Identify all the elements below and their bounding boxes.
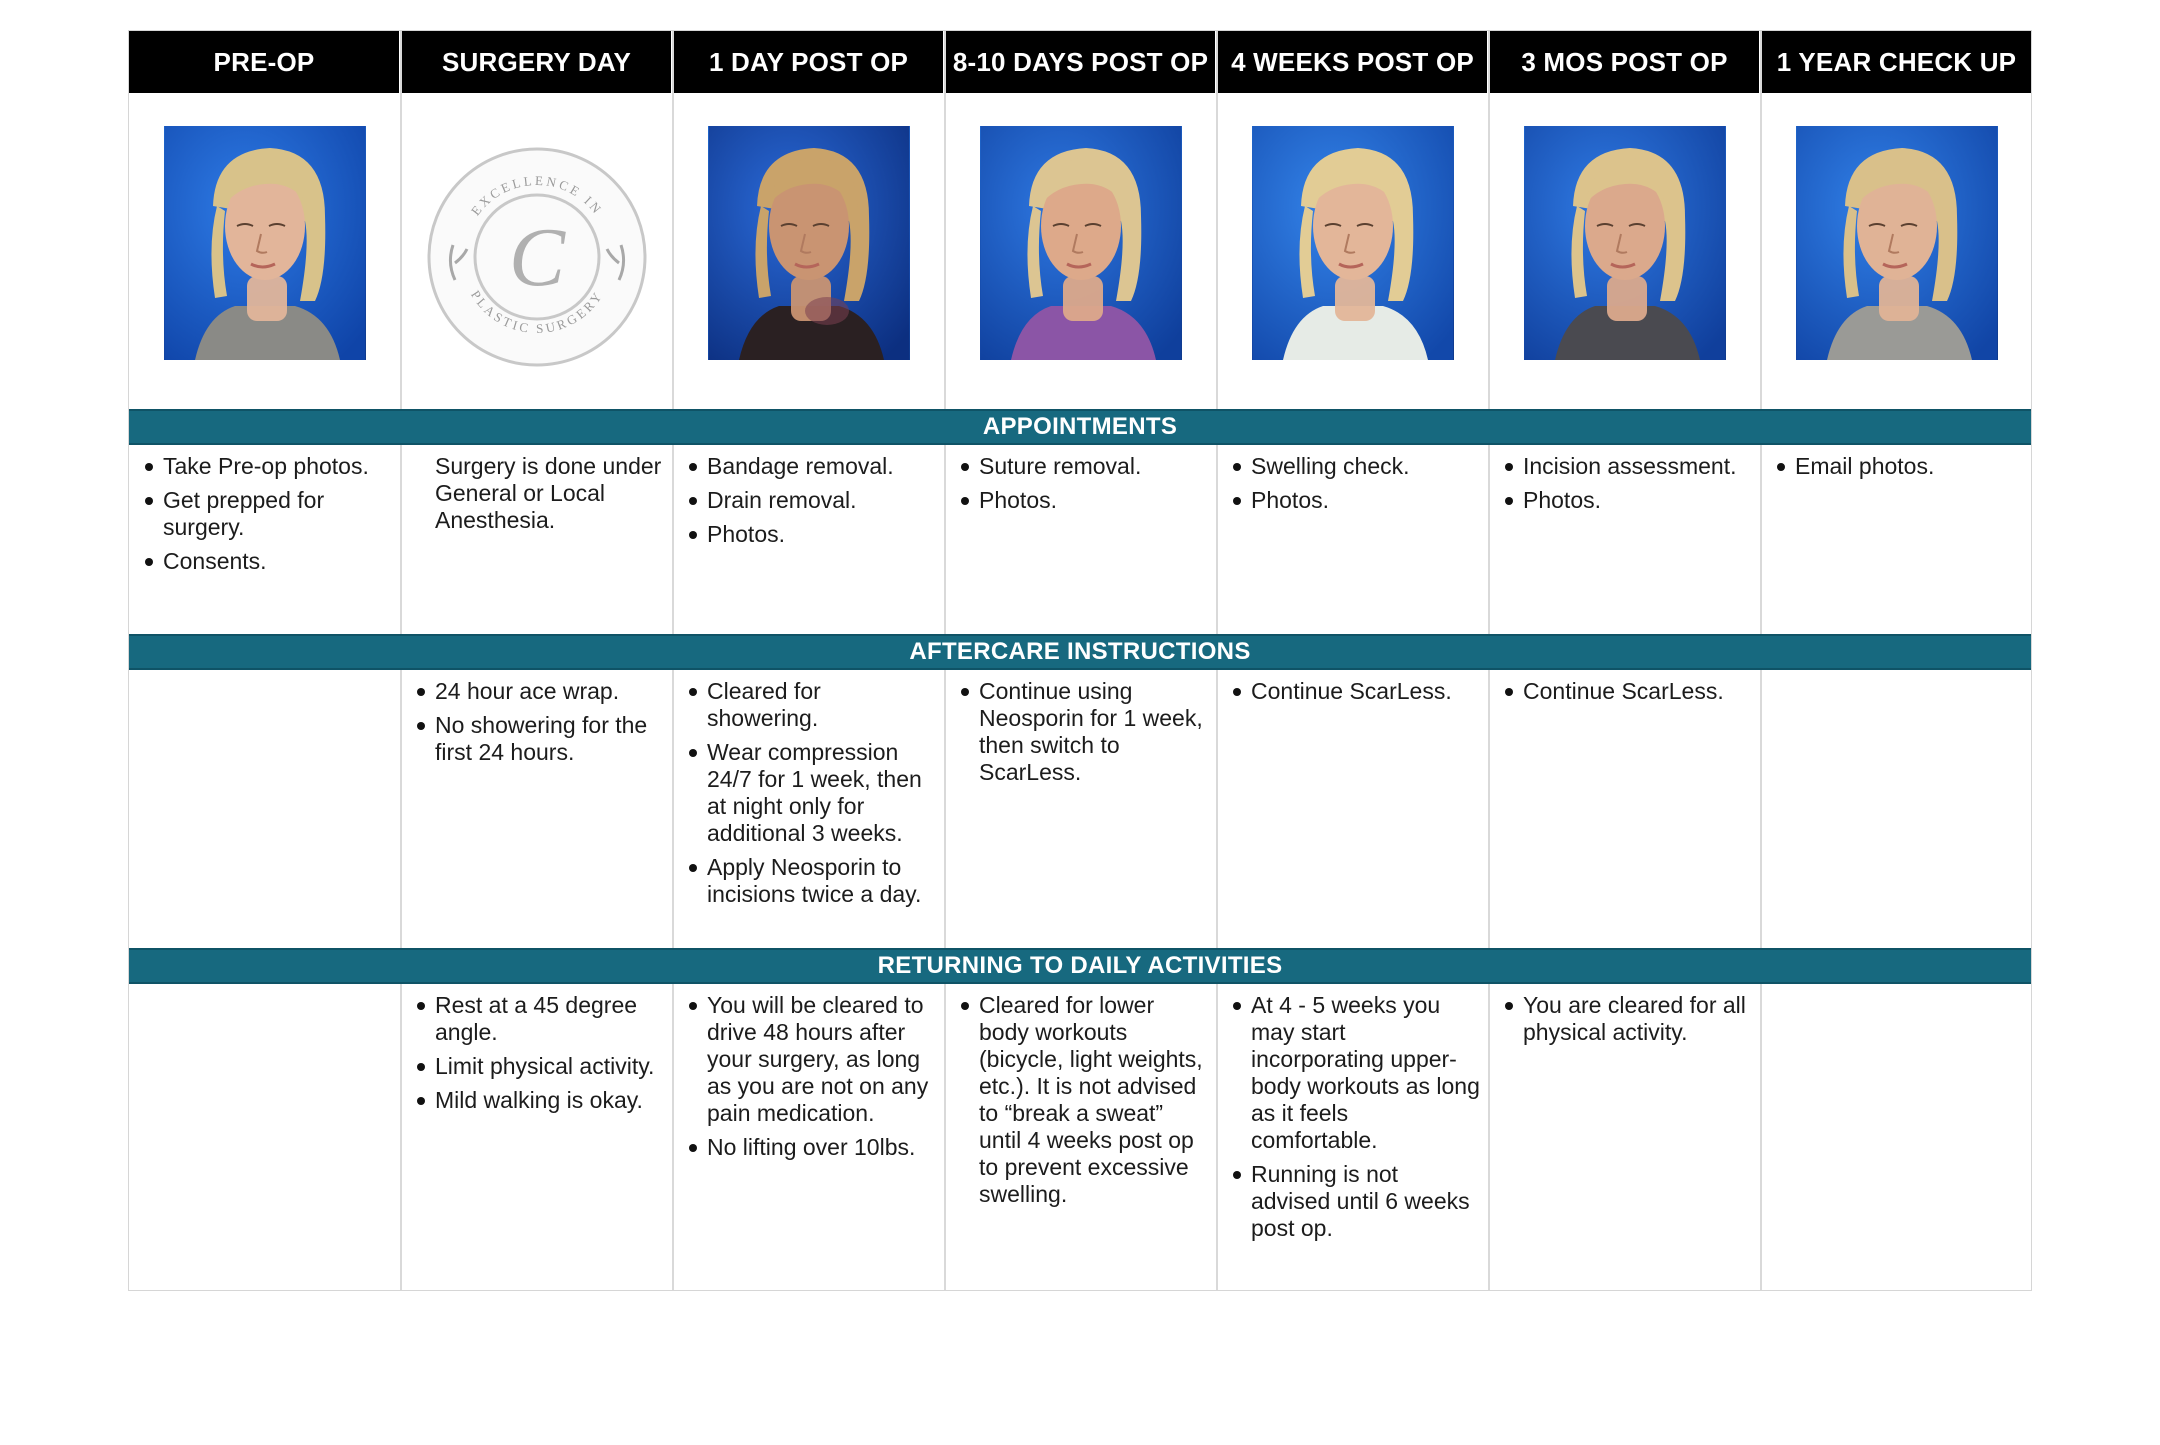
bullet-list xyxy=(1231,992,1481,1242)
photo-3-mos xyxy=(1524,126,1726,360)
list-item: At 4 - 5 weeks you may start incorporating upper-body workouts as long as it feels comfortable. xyxy=(1231,992,1481,1154)
photo-cell xyxy=(1217,93,1489,439)
section-cell xyxy=(401,447,673,634)
column-header: 3 MOS POST OP xyxy=(1490,31,1759,93)
list-item: Wear compression 24/7 for 1 week, then at night only for additional 3 weeks. xyxy=(687,739,937,847)
list-item: Continue ScarLess. xyxy=(1503,678,1753,705)
list-item: Photos. xyxy=(959,487,1209,514)
photo-cell xyxy=(1761,93,2033,439)
photo-cell xyxy=(673,93,945,439)
photo-cell xyxy=(401,93,673,439)
column-header: 8-10 DAYS POST OP xyxy=(946,31,1215,93)
bullet-list xyxy=(1775,453,2025,480)
list-item: Photos. xyxy=(1231,487,1481,514)
list-item: Take Pre-op photos. xyxy=(143,453,393,480)
recovery-timeline-table xyxy=(128,30,2032,1291)
bullet-list xyxy=(687,453,937,548)
list-item: Limit physical activity. xyxy=(415,1053,665,1080)
bullet-list xyxy=(143,453,393,575)
section-cell xyxy=(673,986,945,1292)
section-cell xyxy=(673,672,945,948)
clinic-seal-logo xyxy=(425,145,649,369)
section-cell xyxy=(1217,447,1489,634)
bullet-list xyxy=(1503,453,1753,514)
section-cell xyxy=(401,986,673,1292)
list-item: Photos. xyxy=(1503,487,1753,514)
section-cell xyxy=(945,447,1217,634)
section-band-appointments: APPOINTMENTS xyxy=(129,409,2031,445)
list-item: Mild walking is okay. xyxy=(415,1087,665,1114)
bullet-list xyxy=(959,678,1209,786)
section-cell xyxy=(673,447,945,634)
column-header: 1 YEAR CHECK UP xyxy=(1762,31,2031,93)
svg-text:C: C xyxy=(508,211,566,304)
photo-4-weeks xyxy=(1252,126,1454,360)
bullet-list xyxy=(1503,992,1753,1046)
list-item: You are cleared for all physical activity. xyxy=(1503,992,1753,1046)
bullet-list xyxy=(1231,453,1481,514)
photo-1-year xyxy=(1796,126,1998,360)
bullet-list xyxy=(1231,678,1481,705)
section-cell xyxy=(945,986,1217,1292)
bullet-list xyxy=(687,992,937,1161)
section-cell xyxy=(1217,672,1489,948)
section-cell xyxy=(945,672,1217,948)
list-item: Swelling check. xyxy=(1231,453,1481,480)
list-item: Email photos. xyxy=(1775,453,2025,480)
bullet-list xyxy=(687,678,937,908)
section-cell xyxy=(129,447,401,634)
list-item: You will be cleared to drive 48 hours after your surgery, as long as you are not on any pain medication. xyxy=(687,992,937,1127)
section-band-returning-to-daily-activities: RETURNING TO DAILY ACTIVITIES xyxy=(129,948,2031,984)
section-cell xyxy=(129,672,401,948)
list-item: Running is not advised until 6 weeks post op. xyxy=(1231,1161,1481,1242)
list-item: Bandage removal. xyxy=(687,453,937,480)
svg-text:EXCELLENCE IN: EXCELLENCE IN xyxy=(467,172,607,219)
list-item: Get prepped for surgery. xyxy=(143,487,393,541)
bullet-list xyxy=(415,678,665,766)
bullet-list xyxy=(415,992,665,1114)
photo-cell xyxy=(945,93,1217,439)
column-header: SURGERY DAY xyxy=(402,31,671,93)
section-cell xyxy=(1217,986,1489,1292)
photo-pre-op xyxy=(164,126,366,360)
list-item: Cleared for showering. xyxy=(687,678,937,732)
column-header: 1 DAY POST OP xyxy=(674,31,943,93)
photo-cell xyxy=(1489,93,1761,439)
list-item: Photos. xyxy=(687,521,937,548)
photo-cell xyxy=(129,93,401,439)
section-band-aftercare-instructions: AFTERCARE INSTRUCTIONS xyxy=(129,634,2031,670)
section-cell xyxy=(1761,986,2033,1292)
photo-8-10-days xyxy=(980,126,1182,360)
bullet-list xyxy=(1503,678,1753,705)
list-item: No lifting over 10lbs. xyxy=(687,1134,937,1161)
section-cell xyxy=(129,986,401,1292)
list-item: No showering for the first 24 hours. xyxy=(415,712,665,766)
list-item: Continue using Neosporin for 1 week, then switch to ScarLess. xyxy=(959,678,1209,786)
list-item: Incision assessment. xyxy=(1503,453,1753,480)
list-item: Drain removal. xyxy=(687,487,937,514)
bullet-list xyxy=(959,992,1209,1208)
section-cell xyxy=(1761,672,2033,948)
column-header: PRE-OP xyxy=(129,31,399,93)
section-cell xyxy=(1489,986,1761,1292)
section-cell xyxy=(1489,447,1761,634)
column-header: 4 WEEKS POST OP xyxy=(1218,31,1487,93)
section-cell xyxy=(401,672,673,948)
list-item: Consents. xyxy=(143,548,393,575)
photo-1-day xyxy=(708,126,910,360)
svg-text:PLASTIC SURGERY: PLASTIC SURGERY xyxy=(468,287,607,337)
section-cell xyxy=(1761,447,2033,634)
list-item: Continue ScarLess. xyxy=(1231,678,1481,705)
list-item: Apply Neosporin to incisions twice a day. xyxy=(687,854,937,908)
list-item: 24 hour ace wrap. xyxy=(415,678,665,705)
list-item: Cleared for lower body workouts (bicycle, light weights, etc.). It is not advised to “break a sweat” until 4 weeks post op to prevent excessive swelling. xyxy=(959,992,1209,1208)
list-item: Rest at a 45 degree angle. xyxy=(415,992,665,1046)
section-cell xyxy=(1489,672,1761,948)
list-item: Suture removal. xyxy=(959,453,1209,480)
cell-text: Surgery is done under General or Local Anesthesia. xyxy=(435,453,662,533)
bullet-list xyxy=(959,453,1209,514)
